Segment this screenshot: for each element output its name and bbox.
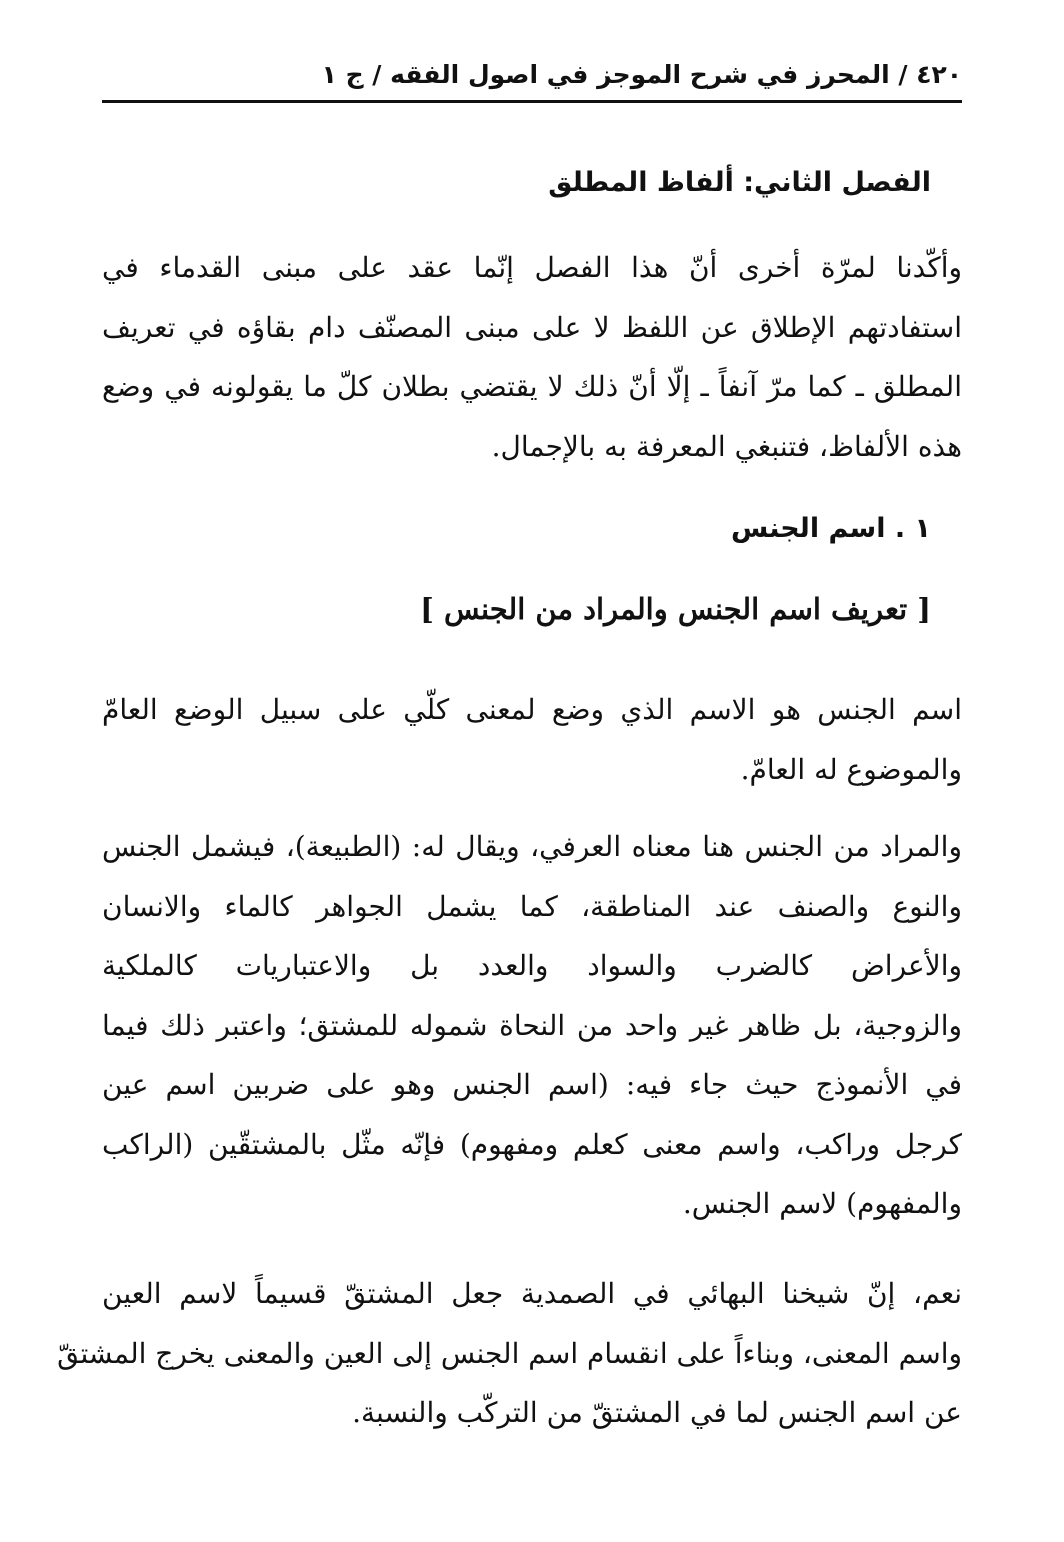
paragraph-line: نعم، إنّ شيخنا البهائي في الصمدية جعل المشتقّ قسيماً لاسم العين bbox=[102, 1277, 962, 1310]
paragraph-line: والمراد من الجنس هنا معناه العرفي، ويقال له: (الطبيعة)، فيشمل الجنس bbox=[102, 830, 962, 863]
meaning-paragraph bbox=[102, 817, 962, 1234]
paragraph-line: والزوجية، بل ظاهر غير واحد من النحاة شموله للمشتق؛ واعتبر ذلك فيما bbox=[102, 1008, 962, 1042]
paragraph-line: عن اسم الجنس لما في المشتقّ من التركّب والنسبة. bbox=[352, 1396, 962, 1429]
sub-heading: [ تعريف اسم الجنس والمراد من الجنس ] bbox=[420, 592, 931, 626]
section-heading: ١ . اسم الجنس bbox=[731, 513, 931, 544]
paragraph-line: وأكّدنا لمرّة أخرى أنّ هذا الفصل إنّما عقد على مبنى القدماء في bbox=[102, 251, 963, 284]
definition-paragraph bbox=[102, 680, 962, 799]
paragraph-line: في الأنموذج حيث جاء فيه: (اسم الجنس وهو على ضربين اسم عين bbox=[102, 1068, 962, 1101]
paragraph-line: واسم المعنى، وبناءاً على انقسام اسم الجنس إلى العين والمعنى يخرج المشتقّ bbox=[57, 1336, 962, 1370]
paragraph-line: والموضوع له العامّ. bbox=[740, 752, 962, 786]
note-paragraph bbox=[57, 1264, 962, 1443]
header-rule bbox=[102, 100, 962, 103]
paragraph-line: والأعراض كالضرب والسواد والعدد بل والاعتباريات كالملكية bbox=[102, 949, 962, 982]
paragraph-line: كرجل وراكب، واسم معنى كعلم ومفهوم) فإنّه مثّل بالمشتقّين (الراكب bbox=[102, 1127, 962, 1161]
paragraph-line: هذه الألفاظ، فتنبغي المعرفة به بالإجمال. bbox=[491, 429, 962, 463]
running-header: ٤٢٠ / المحرز في شرح الموجز في اصول الفقه / ج ١ bbox=[321, 60, 962, 89]
paragraph-line: والمفهوم) لاسم الجنس. bbox=[682, 1187, 962, 1220]
paragraph-line: استفادتهم الإطلاق عن اللفظ لا على مبنى المصنّف دام بقاؤه في تعريف bbox=[102, 310, 962, 344]
paragraph-line: والنوع والصنف عند المناطقة، كما يشمل الجواهر كالماء والانسان bbox=[102, 889, 962, 923]
chapter-title: الفصل الثاني: ألفاظ المطلق bbox=[548, 167, 931, 198]
paragraph-line: المطلق ـ كما مرّ آنفاً ـ إلّا أنّ ذلك لا يقتضي بطلان كلّ ما يقولونه في وضع bbox=[102, 370, 962, 403]
paragraph-line: اسم الجنس هو الاسم الذي وضع لمعنى كلّي على سبيل الوضع العامّ bbox=[102, 693, 962, 726]
intro-paragraph bbox=[102, 238, 962, 476]
